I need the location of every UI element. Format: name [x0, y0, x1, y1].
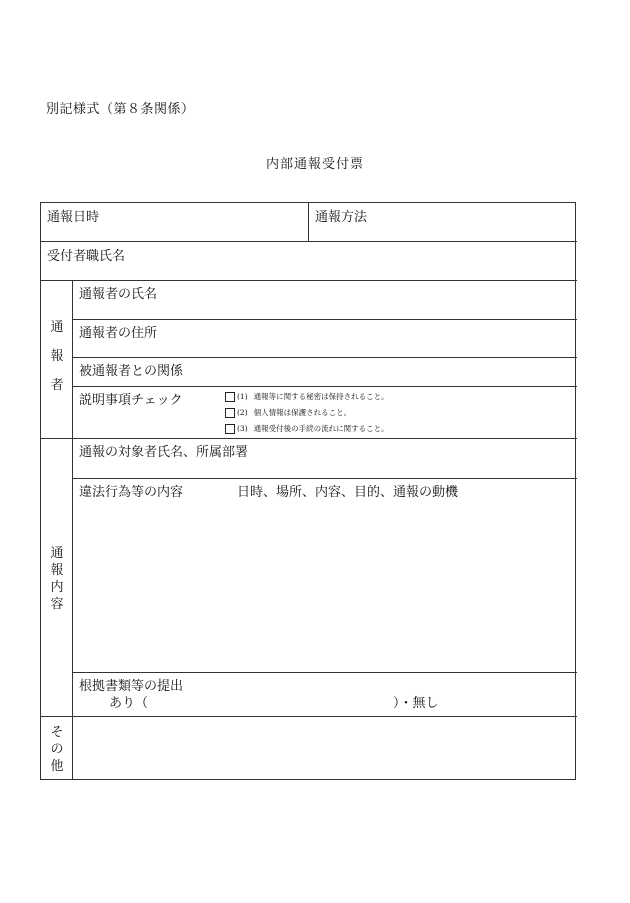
row-divider [72, 672, 577, 673]
section-char: 通 [50, 546, 64, 561]
relation-label: 被通報者との関係 [79, 364, 184, 379]
reporter-address-label: 通報者の住所 [79, 326, 158, 341]
page-title: 内部通報受付票 [265, 157, 364, 172]
violation-label: 違法行為等の内容 [79, 485, 184, 500]
violation-hint: 日時、場所、内容、目的、通報の動機 [237, 485, 459, 500]
evidence-label: 根拠書類等の提出 [79, 679, 184, 694]
column-divider [72, 280, 73, 780]
check-item-2[interactable] [225, 407, 351, 418]
content-section-label [47, 546, 67, 614]
section-char: 通 [50, 320, 64, 335]
evidence-no: ）・無し [393, 696, 439, 711]
reception-form-table [40, 202, 576, 780]
row-divider [41, 716, 577, 717]
checkbox[interactable] [225, 424, 235, 434]
section-char: の [50, 741, 64, 757]
check-number: (2) [237, 408, 248, 417]
evidence-yes: あり（ [109, 696, 149, 711]
row-divider [41, 438, 577, 439]
column-divider [308, 203, 309, 241]
row-divider [72, 386, 577, 387]
other-section-label [47, 725, 67, 776]
row-divider [72, 357, 577, 358]
section-char: 者 [50, 377, 64, 393]
report-method-label: 通報方法 [315, 210, 368, 225]
checkbox[interactable] [225, 392, 235, 402]
reporter-name-label: 通報者の氏名 [79, 287, 158, 302]
check-item-3[interactable] [225, 423, 389, 434]
check-number: (3) [237, 424, 248, 433]
section-char: そ [50, 725, 64, 740]
section-char: 報 [50, 562, 64, 578]
row-divider [41, 280, 577, 281]
row-divider [41, 241, 577, 242]
check-item-1[interactable] [225, 391, 389, 402]
target-name-label: 通報の対象者氏名、所属部署 [79, 445, 249, 460]
form-caption: 別記様式（第８条関係） [46, 102, 195, 117]
report-datetime-label: 通報日時 [47, 210, 100, 225]
checkbox[interactable] [225, 408, 235, 418]
check-text: 通報等に関する秘密は保持されること。 [253, 392, 389, 401]
row-divider [72, 478, 577, 479]
section-char: 他 [50, 758, 64, 774]
check-text: 個人情報は保護されること。 [253, 408, 352, 417]
row-divider [72, 319, 577, 320]
check-text: 通報受付後の手続の流れに関すること。 [253, 424, 389, 433]
section-char: 報 [50, 348, 64, 364]
reporter-section-label [47, 320, 67, 407]
section-char: 内 [50, 579, 64, 595]
receiver-name-label: 受付者職氏名 [47, 249, 126, 264]
section-char: 容 [50, 596, 64, 612]
check-number: (1) [237, 392, 248, 401]
explanation-check-label: 説明事項チェック [79, 393, 183, 408]
